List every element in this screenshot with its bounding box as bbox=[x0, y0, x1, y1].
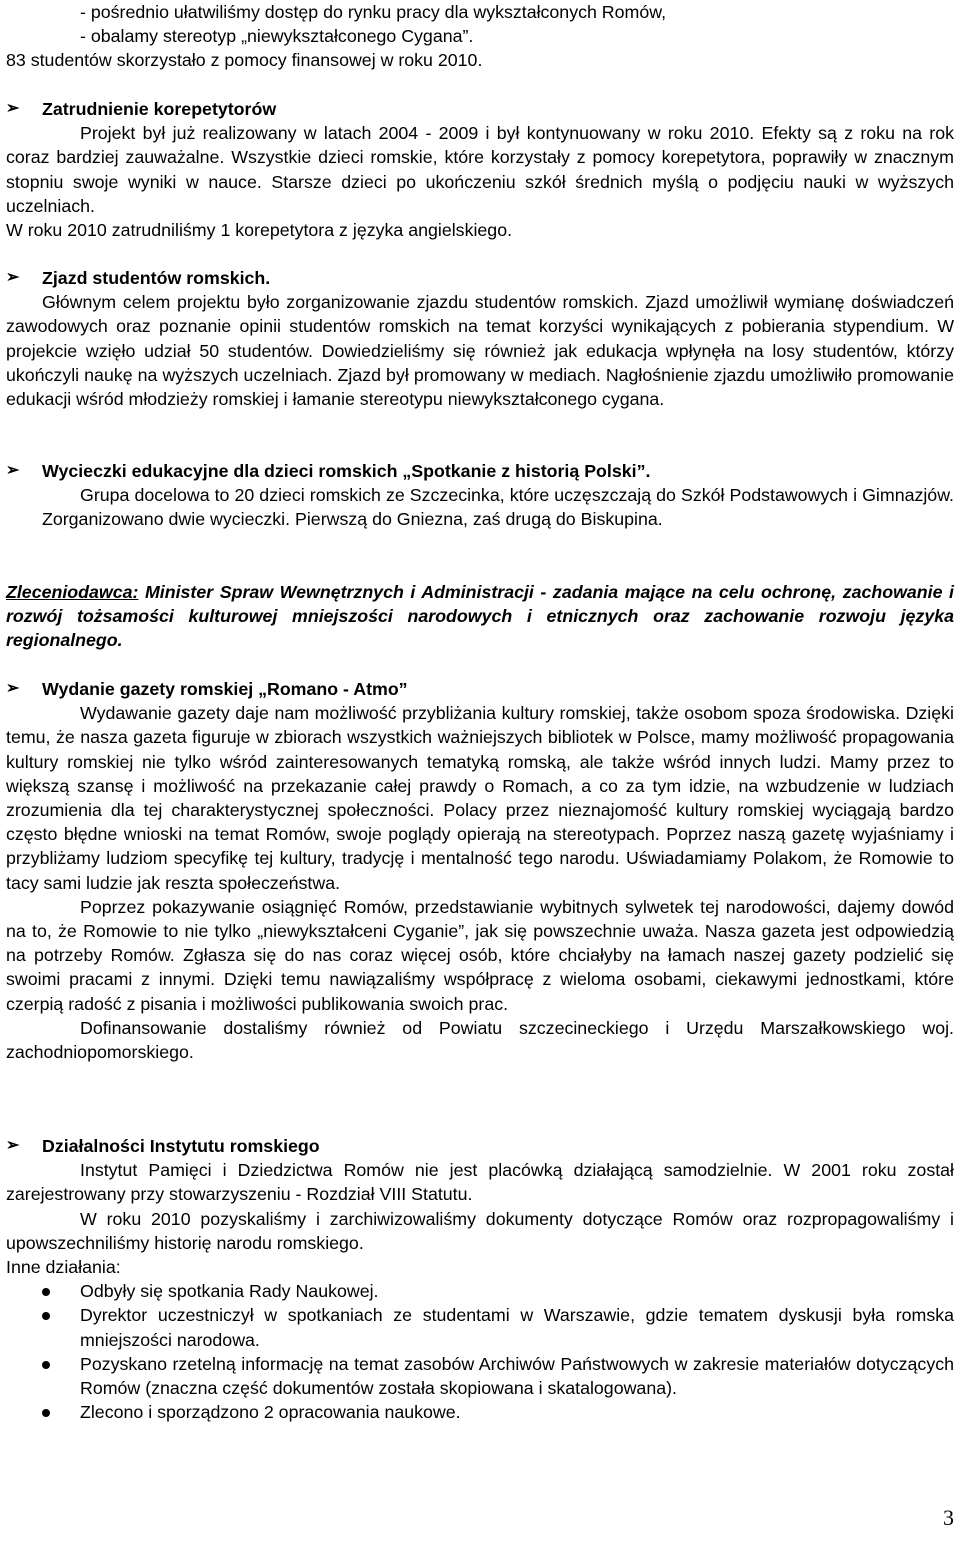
heading-text: Wydanie gazety romskiej „Romano - Atmo” bbox=[42, 679, 408, 699]
list-item: Pozyskano rzetelną informację na temat zasobów Archiwów Państwowych w zakresie materiałów dotyczących Romów (znaczna część dokumentów została skopiowana i skatalogowana). bbox=[6, 1352, 954, 1400]
arrow-bullet-icon: ➢ bbox=[6, 462, 20, 479]
list-item: Dyrektor uczestniczył w spotkaniach ze studentami w Warszawie, gdzie tematem dyskusji była romska mniejszości narodowa. bbox=[6, 1303, 954, 1351]
heading-text: Działalności Instytutu romskiego bbox=[42, 1136, 320, 1156]
arrow-bullet-icon: ➢ bbox=[6, 100, 20, 117]
section-heading bbox=[6, 1134, 954, 1158]
arrow-bullet-icon: ➢ bbox=[6, 1137, 20, 1154]
list-item: Zlecono i sporządzono 2 opracowania naukowe. bbox=[6, 1400, 954, 1424]
intro-lines bbox=[0, 0, 960, 73]
intro-line-3: 83 studentów skorzystało z pomocy finansowej w roku 2010. bbox=[6, 50, 483, 71]
section-body: Głównym celem projektu było zorganizowanie zjazdu studentów romskich. Zjazd umożliwił wymianę doświadczeń zawodowych oraz poznanie opinii studentów romskich na temat korzyści wynikających z pobierania stypendium. W projekcie wzięło udział 50 studentów. Dowiedzieliśmy się również jak edukacja wpłynęła na losy studentów, którzy ukończyli naukę na wyższych uczelniach. Zjazd był promowany w mediach. Nagłośnienie zjazdu umożliwiło promowanie edukacji wśród młodzieży romskiej i łamanie stereotypu niewykształconego cygana. bbox=[6, 292, 954, 410]
section-paragraph-3: Dofinansowanie dostaliśmy również od Powiatu szczecineckiego i Urzędu Marszałkowskiego woj. zachodniopomorskiego. bbox=[6, 1017, 954, 1063]
commissioner-text: Minister Spraw Wewnętrznych i Administracji - zadania mające na celu ochronę, zachowanie i rozwój tożsamości kulturowej mniejszości narodowych i etnicznych oraz zachowanie rozwoju języka regionalnego. bbox=[6, 582, 954, 651]
activities-list bbox=[6, 1279, 954, 1424]
heading-text: Zatrudnienie korepetytorów bbox=[42, 99, 277, 119]
section-paragraph-2: Poprzez pokazywanie osiągnięć Romów, przedstawianie wybitnych sylwetek tej narodowości, dajemy dowód na to, że Romowie to nie tylko „niewykształceni Cyganie”, jak się powszechnie uważa. Nasza gazeta jest odpowiedzią na potrzeby Romów. Zgłasza się do nas coraz więcej osób, które chciałyby na łamach naszej gazety podzielić się swoimi pracami z innymi. Dzięki temu nawiązaliśmy współpracę z wieloma osobami, ciekawymi jednostkami, które czerpią radość z pisania i możliwości publikowania swoich prac. bbox=[6, 896, 954, 1014]
arrow-bullet-icon: ➢ bbox=[6, 269, 20, 286]
heading-text: Wycieczki edukacyjne dla dzieci romskich „Spotkanie z historią Polski”. bbox=[42, 461, 651, 481]
list-item: Odbyły się spotkania Rady Naukowej. bbox=[6, 1279, 954, 1303]
section-tutors bbox=[6, 97, 954, 242]
section-heading bbox=[6, 459, 954, 483]
section-paragraph-1: Wydawanie gazety daje nam możliwość przybliżania kultury romskiej, także osobom spoza środowiska. Dzięki temu, że nasza gazeta figuruje w zbiorach wszystkich ważniejszych bibliotek w Polsce, mamy możliwość propagowania kultury romskiej nie tylko wśród zainteresowanych tematyką romską, ale także wśród innych ludzi. Mamy przez to większą szansę i możliwość na przekazanie całej prawdy o Romach, a co za tym idzie, na wzbudzenie w ludziach zrozumienia dla tej charakterystycznej społeczności. Polacy przez nieznajomość kultury romskiej wyciągają bardzo często błędne wnioski na temat Romów, swoje poglądy opierają na stereotypach. Poprzez naszą gazetę wyjaśniamy i przybliżamy ludziom specyfikę tej kultury, tradycję i mentalność tego narodu. Uświadamiamy Polakom, że Romowie to tacy sami ludzie jak reszta społeczeństwa. bbox=[6, 703, 954, 893]
section-body-2: W roku 2010 zatrudniliśmy 1 korepetytora z języka angielskiego. bbox=[6, 220, 513, 241]
commissioner-label: Zleceniodawca: bbox=[6, 582, 139, 602]
section-paragraph-2: W roku 2010 pozyskaliśmy i zarchiwizowaliśmy dokumenty dotyczące Romów oraz rozpropagowaliśmy i upowszechniliśmy historię narodu romskiego. bbox=[6, 1208, 954, 1253]
section-heading bbox=[6, 97, 954, 121]
section-newspaper bbox=[6, 677, 954, 1064]
bullet-dot-icon bbox=[6, 1303, 80, 1351]
bullet-dot-icon bbox=[6, 1400, 80, 1424]
page-number: 3 bbox=[943, 1505, 954, 1530]
section-heading bbox=[6, 266, 954, 290]
intro-line-1: - pośrednio ułatwiliśmy dostęp do rynku pracy dla wykształconych Romów, bbox=[80, 2, 667, 22]
section-institute bbox=[6, 1134, 954, 1424]
other-activities-label: Inne działania: bbox=[6, 1257, 121, 1278]
arrow-bullet-icon: ➢ bbox=[6, 680, 20, 697]
section-trips bbox=[6, 459, 954, 532]
heading-text: Zjazd studentów romskich. bbox=[42, 268, 271, 288]
bullet-dot-icon bbox=[6, 1279, 80, 1303]
section-body: Grupa docelowa to 20 dzieci romskich ze Szczecinka, które uczęszczają do Szkół Podstawowych i Gimnazjów. Zorganizowano dwie wycieczki. Pierwszą do Gniezna, zaś drugą do Biskupina. bbox=[42, 485, 954, 530]
intro-line-2: - obalamy stereotyp „niewykształconego Cygana”. bbox=[80, 26, 474, 47]
section-student-meeting bbox=[6, 266, 954, 411]
section-paragraph-1: Instytut Pamięci i Dziedzictwa Romów nie jest placówką działającą samodzielnie. W 2001 roku został zarejestrowany przy stowarzyszeniu - Rozdział VIII Statutu. bbox=[6, 1160, 954, 1205]
bullet-dot-icon bbox=[6, 1352, 80, 1400]
section-heading bbox=[6, 677, 954, 701]
commissioner-note bbox=[6, 580, 954, 653]
section-body: Projekt był już realizowany w latach 2004 - 2009 i był kontynuowany w roku 2010. Efekty są z roku na rok coraz bardziej zauważalne. Wszystkie dzieci romskie, które korzystały z pomocy korepetytora, poprawiły w znacznym stopniu swoje wyniki w nauce. Starsze dzieci po ukończeniu szkół średnich myślą o podjęciu nauki w wyższych uczelniach. bbox=[6, 123, 954, 216]
